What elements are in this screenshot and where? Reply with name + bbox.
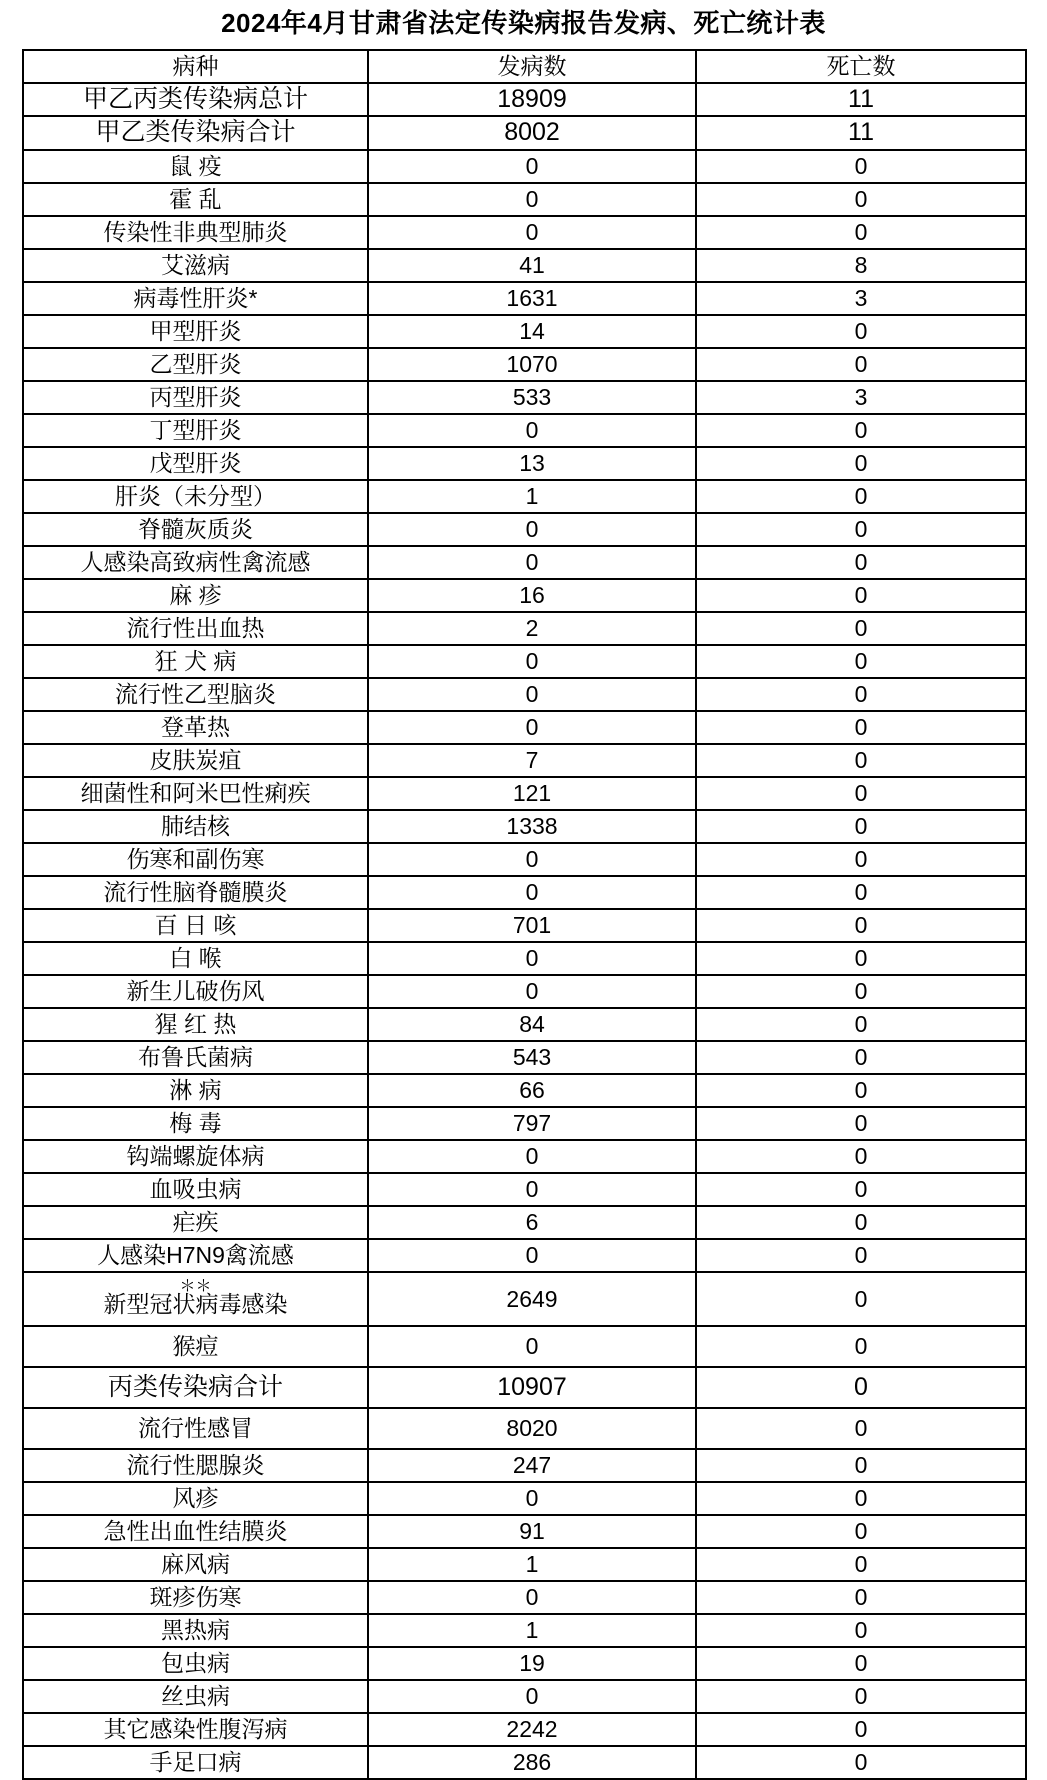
disease-name-cell (23, 645, 368, 678)
cases-cell: 8002 (368, 116, 696, 149)
disease-name-cell (23, 83, 368, 116)
deaths-cell: 3 (696, 381, 1026, 414)
deaths-cell: 0 (696, 1326, 1026, 1367)
cases-cell: 0 (368, 1239, 696, 1272)
deaths-cell: 0 (696, 150, 1026, 183)
disease-name-label: 新型冠状病毒感染 (103, 1291, 288, 1318)
deaths-cell: 0 (696, 843, 1026, 876)
cases-cell: 533 (368, 381, 696, 414)
cases-cell: 0 (368, 1482, 696, 1515)
disease-name-label: 白 喉 (169, 944, 222, 971)
disease-name-cell (23, 1647, 368, 1680)
table-row (23, 612, 1026, 645)
table-row (23, 645, 1026, 678)
deaths-cell: 0 (696, 810, 1026, 843)
disease-name-cell (23, 579, 368, 612)
disease-name-label: 其它感染性腹泻病 (103, 1715, 288, 1742)
table-row (23, 1614, 1026, 1647)
deaths-cell: 0 (696, 1041, 1026, 1074)
table-row (23, 711, 1026, 744)
disease-name-label: 皮肤炭疽 (149, 746, 242, 773)
disease-name-label: 包虫病 (161, 1649, 230, 1676)
cases-cell: 0 (368, 216, 696, 249)
cases-cell: 0 (368, 645, 696, 678)
table-row (23, 876, 1026, 909)
deaths-cell: 0 (696, 1449, 1026, 1482)
disease-name-cell (23, 414, 368, 447)
deaths-cell: 0 (696, 1173, 1026, 1206)
disease-name-label: 伤寒和副伤寒 (126, 845, 265, 872)
cases-cell: 18909 (368, 83, 696, 116)
disease-name-cell (23, 546, 368, 579)
table-row (23, 1713, 1026, 1746)
disease-name-label: 戊型肝炎 (149, 449, 242, 476)
column-header-cases: 发病数 (368, 50, 696, 83)
deaths-cell: 0 (696, 1515, 1026, 1548)
disease-name-cell (23, 1581, 368, 1614)
disease-name-cell (23, 1614, 368, 1647)
cases-cell: 0 (368, 678, 696, 711)
table-row (23, 1515, 1026, 1548)
disease-name-cell (23, 909, 368, 942)
page-title: 2024年4月甘肃省法定传染病报告发病、死亡统计表 (221, 8, 826, 38)
deaths-cell: 0 (696, 1614, 1026, 1647)
statistics-table (22, 49, 1027, 1780)
disease-name-cell (23, 1746, 368, 1779)
disease-name-label: 传染性非典型肺炎 (103, 218, 288, 245)
deaths-cell: 0 (696, 612, 1026, 645)
table-row (23, 1326, 1026, 1367)
disease-name-label: 甲乙类传染病合计 (95, 118, 296, 147)
table-row (23, 1140, 1026, 1173)
deaths-cell: 0 (696, 942, 1026, 975)
deaths-cell: 0 (696, 579, 1026, 612)
disease-name-label: 狂 犬 病 (154, 647, 237, 674)
cases-cell: 8020 (368, 1408, 696, 1449)
table-row (23, 381, 1026, 414)
disease-name-cell (23, 116, 368, 149)
disease-name-cell (23, 1041, 368, 1074)
cases-cell: 1 (368, 1614, 696, 1647)
cases-cell: 0 (368, 711, 696, 744)
table-row (23, 315, 1026, 348)
deaths-cell: 0 (696, 645, 1026, 678)
cases-cell: 91 (368, 1515, 696, 1548)
disease-name-label: 梅 毒 (169, 1109, 222, 1136)
table-row (23, 83, 1026, 116)
disease-name-cell (23, 447, 368, 480)
table-row (23, 1008, 1026, 1041)
disease-name-label: 甲乙丙类传染病总计 (82, 85, 308, 114)
cases-cell: 0 (368, 183, 696, 216)
disease-name-label: 流行性脑脊髓膜炎 (103, 878, 288, 905)
disease-name-label: 流行性腮腺炎 (126, 1451, 265, 1478)
disease-name-cell (23, 282, 368, 315)
table-row (23, 1581, 1026, 1614)
deaths-cell: 0 (696, 1581, 1026, 1614)
table-row (23, 1482, 1026, 1515)
disease-name-label: 丙类传染病合计 (107, 1372, 283, 1401)
disease-name-cell (23, 1548, 368, 1581)
cases-cell: 19 (368, 1647, 696, 1680)
cases-cell: 0 (368, 546, 696, 579)
deaths-cell: 0 (696, 348, 1026, 381)
deaths-cell: 0 (696, 1206, 1026, 1239)
table-row (23, 1367, 1026, 1408)
table-row (23, 1408, 1026, 1449)
disease-name-label: 流行性出血热 (126, 614, 265, 641)
table-row (23, 1647, 1026, 1680)
deaths-cell: 8 (696, 249, 1026, 282)
disease-name-label: 肺结核 (161, 812, 230, 839)
table-row (23, 1239, 1026, 1272)
disease-name-label: 疟疾 (172, 1208, 219, 1235)
table-header (23, 50, 1026, 83)
cases-cell: 84 (368, 1008, 696, 1041)
disease-name-cell (23, 381, 368, 414)
table-row (23, 810, 1026, 843)
deaths-cell: 0 (696, 315, 1026, 348)
column-header-deaths: 死亡数 (696, 50, 1026, 83)
disease-name-label: 手足口病 (149, 1748, 242, 1775)
disease-name-label: 淋 病 (169, 1076, 222, 1103)
table-row (23, 1206, 1026, 1239)
disease-name-cell (23, 1326, 368, 1367)
deaths-cell: 11 (696, 116, 1026, 149)
cases-cell: 1070 (368, 348, 696, 381)
footnote-marker: ＊＊ (179, 1278, 212, 1296)
cases-cell: 0 (368, 942, 696, 975)
table-row (23, 1680, 1026, 1713)
cases-cell: 797 (368, 1107, 696, 1140)
table-row (23, 1173, 1026, 1206)
disease-name-label: 猩 红 热 (154, 1010, 237, 1037)
table-row (23, 414, 1026, 447)
disease-name-cell (23, 810, 368, 843)
cases-cell: 0 (368, 1140, 696, 1173)
disease-name-cell (23, 1173, 368, 1206)
cases-cell: 1631 (368, 282, 696, 315)
disease-name-cell (23, 216, 368, 249)
cases-cell: 14 (368, 315, 696, 348)
disease-name-label: 风疹 (172, 1484, 219, 1511)
deaths-cell: 0 (696, 1008, 1026, 1041)
deaths-cell: 0 (696, 414, 1026, 447)
cases-cell: 543 (368, 1041, 696, 1074)
table-row (23, 348, 1026, 381)
disease-name-label: 登革热 (161, 713, 230, 740)
disease-name-cell (23, 315, 368, 348)
table-row (23, 579, 1026, 612)
disease-name-label: 黑热病 (161, 1616, 230, 1643)
deaths-cell: 0 (696, 480, 1026, 513)
deaths-cell: 0 (696, 777, 1026, 810)
cases-cell: 10907 (368, 1367, 696, 1408)
column-header-disease: 病种 (23, 50, 368, 83)
disease-name-label: 人感染高致病性禽流感 (80, 548, 311, 575)
disease-name-label: 丝虫病 (161, 1682, 230, 1709)
cases-cell: 1 (368, 1548, 696, 1581)
disease-name-label: 百 日 咳 (154, 911, 237, 938)
table-row (23, 513, 1026, 546)
cases-cell: 6 (368, 1206, 696, 1239)
disease-name-cell (23, 1713, 368, 1746)
disease-name-cell (23, 150, 368, 183)
disease-name-label: 斑疹伤寒 (149, 1583, 242, 1610)
table-row (23, 282, 1026, 315)
cases-cell: 0 (368, 1173, 696, 1206)
table-row (23, 744, 1026, 777)
cases-cell: 0 (368, 876, 696, 909)
disease-name-cell (23, 1408, 368, 1449)
deaths-cell: 0 (696, 975, 1026, 1008)
cases-cell: 0 (368, 975, 696, 1008)
cases-cell: 0 (368, 843, 696, 876)
disease-name-cell (23, 612, 368, 645)
cases-cell: 2649 (368, 1272, 696, 1326)
deaths-cell: 0 (696, 1239, 1026, 1272)
disease-name-cell (23, 1008, 368, 1041)
cases-cell: 0 (368, 414, 696, 447)
disease-name-cell (23, 777, 368, 810)
disease-name-cell (23, 1140, 368, 1173)
deaths-cell: 0 (696, 1367, 1026, 1408)
deaths-cell: 0 (696, 183, 1026, 216)
disease-name-label: 新生儿破伤风 (126, 977, 265, 1004)
table-row (23, 942, 1026, 975)
deaths-cell: 0 (696, 711, 1026, 744)
deaths-cell: 0 (696, 513, 1026, 546)
cases-cell: 13 (368, 447, 696, 480)
disease-name-label: 脊髓灰质炎 (138, 515, 253, 542)
deaths-cell: 0 (696, 1548, 1026, 1581)
disease-name-label: 甲型肝炎 (149, 317, 242, 344)
disease-name-cell (23, 513, 368, 546)
cases-cell: 66 (368, 1074, 696, 1107)
disease-name-label: 血吸虫病 (149, 1175, 242, 1202)
disease-name-label: 霍 乱 (169, 185, 222, 212)
table-row (23, 975, 1026, 1008)
cases-cell: 2 (368, 612, 696, 645)
cases-cell: 121 (368, 777, 696, 810)
table-row (23, 1074, 1026, 1107)
table-row (23, 183, 1026, 216)
disease-name-label: 鼠 疫 (169, 152, 222, 179)
disease-name-label: 流行性乙型脑炎 (115, 680, 276, 707)
cases-cell: 16 (368, 579, 696, 612)
disease-name-cell (23, 744, 368, 777)
table-row (23, 216, 1026, 249)
disease-name-cell (23, 1515, 368, 1548)
disease-name-cell (23, 1272, 368, 1326)
disease-name-cell (23, 843, 368, 876)
deaths-cell: 0 (696, 876, 1026, 909)
table-body (23, 83, 1026, 1779)
table-row (23, 447, 1026, 480)
disease-name-label: 丁型肝炎 (149, 416, 242, 443)
disease-name-cell (23, 975, 368, 1008)
disease-name-label: 丙型肝炎 (149, 383, 242, 410)
table-row (23, 1746, 1026, 1779)
deaths-cell: 0 (696, 1272, 1026, 1326)
cases-cell: 0 (368, 513, 696, 546)
cases-cell: 0 (368, 1326, 696, 1367)
disease-name-label: 布鲁氏菌病 (138, 1043, 253, 1070)
cases-cell: 7 (368, 744, 696, 777)
disease-name-cell (23, 1482, 368, 1515)
deaths-cell: 0 (696, 1408, 1026, 1449)
deaths-cell: 0 (696, 1680, 1026, 1713)
disease-name-cell (23, 678, 368, 711)
deaths-cell: 0 (696, 1647, 1026, 1680)
cases-cell: 41 (368, 249, 696, 282)
disease-name-label: 病毒性肝炎* (133, 284, 258, 311)
table-row (23, 1107, 1026, 1140)
cases-cell: 0 (368, 1581, 696, 1614)
deaths-cell: 0 (696, 909, 1026, 942)
disease-name-label: 麻风病 (161, 1550, 230, 1577)
deaths-cell: 3 (696, 282, 1026, 315)
table-header-row (23, 50, 1026, 83)
table-row (23, 1041, 1026, 1074)
disease-name-cell (23, 1107, 368, 1140)
disease-name-cell (23, 1074, 368, 1107)
disease-name-label: 肝炎（未分型） (115, 482, 276, 509)
disease-name-cell (23, 348, 368, 381)
cases-cell: 0 (368, 150, 696, 183)
disease-name-label: 细菌性和阿米巴性痢疾 (80, 779, 311, 806)
cases-cell: 701 (368, 909, 696, 942)
disease-name-label: 钩端螺旋体病 (126, 1142, 265, 1169)
cases-cell: 286 (368, 1746, 696, 1779)
disease-name-label: 艾滋病 (161, 251, 230, 278)
table-row (23, 480, 1026, 513)
disease-name-label: 乙型肝炎 (149, 350, 242, 377)
table-row (23, 1449, 1026, 1482)
deaths-cell: 0 (696, 744, 1026, 777)
deaths-cell: 0 (696, 1746, 1026, 1779)
disease-name-cell (23, 942, 368, 975)
deaths-cell: 0 (696, 1482, 1026, 1515)
disease-name-label: 猴痘 (172, 1332, 219, 1359)
table-row (23, 546, 1026, 579)
table-row (23, 150, 1026, 183)
disease-name-cell (23, 1206, 368, 1239)
deaths-cell: 0 (696, 216, 1026, 249)
disease-name-label: 急性出血性结膜炎 (103, 1517, 288, 1544)
disease-name-cell (23, 876, 368, 909)
disease-name-cell (23, 249, 368, 282)
table-row (23, 249, 1026, 282)
disease-name-label: 流行性感冒 (138, 1414, 253, 1441)
table-row (23, 678, 1026, 711)
deaths-cell: 0 (696, 1107, 1026, 1140)
disease-name-cell (23, 1449, 368, 1482)
deaths-cell: 0 (696, 447, 1026, 480)
deaths-cell: 0 (696, 1140, 1026, 1173)
cases-cell: 0 (368, 1680, 696, 1713)
deaths-cell: 0 (696, 546, 1026, 579)
deaths-cell: 11 (696, 83, 1026, 116)
disease-name-cell (23, 711, 368, 744)
disease-name-cell (23, 1239, 368, 1272)
deaths-cell: 0 (696, 1713, 1026, 1746)
table-row (23, 116, 1026, 149)
disease-name-cell (23, 1680, 368, 1713)
cases-cell: 2242 (368, 1713, 696, 1746)
table-row (23, 909, 1026, 942)
disease-name-cell (23, 183, 368, 216)
disease-name-label: 麻 疹 (169, 581, 222, 608)
deaths-cell: 0 (696, 1074, 1026, 1107)
cases-cell: 1338 (368, 810, 696, 843)
disease-name-cell (23, 1367, 368, 1408)
cases-cell: 1 (368, 480, 696, 513)
table-row (23, 1548, 1026, 1581)
table-row (23, 1272, 1026, 1326)
table-row (23, 777, 1026, 810)
disease-name-label: 人感染H7N9禽流感 (97, 1241, 294, 1268)
table-row (23, 843, 1026, 876)
disease-name-cell (23, 480, 368, 513)
deaths-cell: 0 (696, 678, 1026, 711)
cases-cell: 247 (368, 1449, 696, 1482)
